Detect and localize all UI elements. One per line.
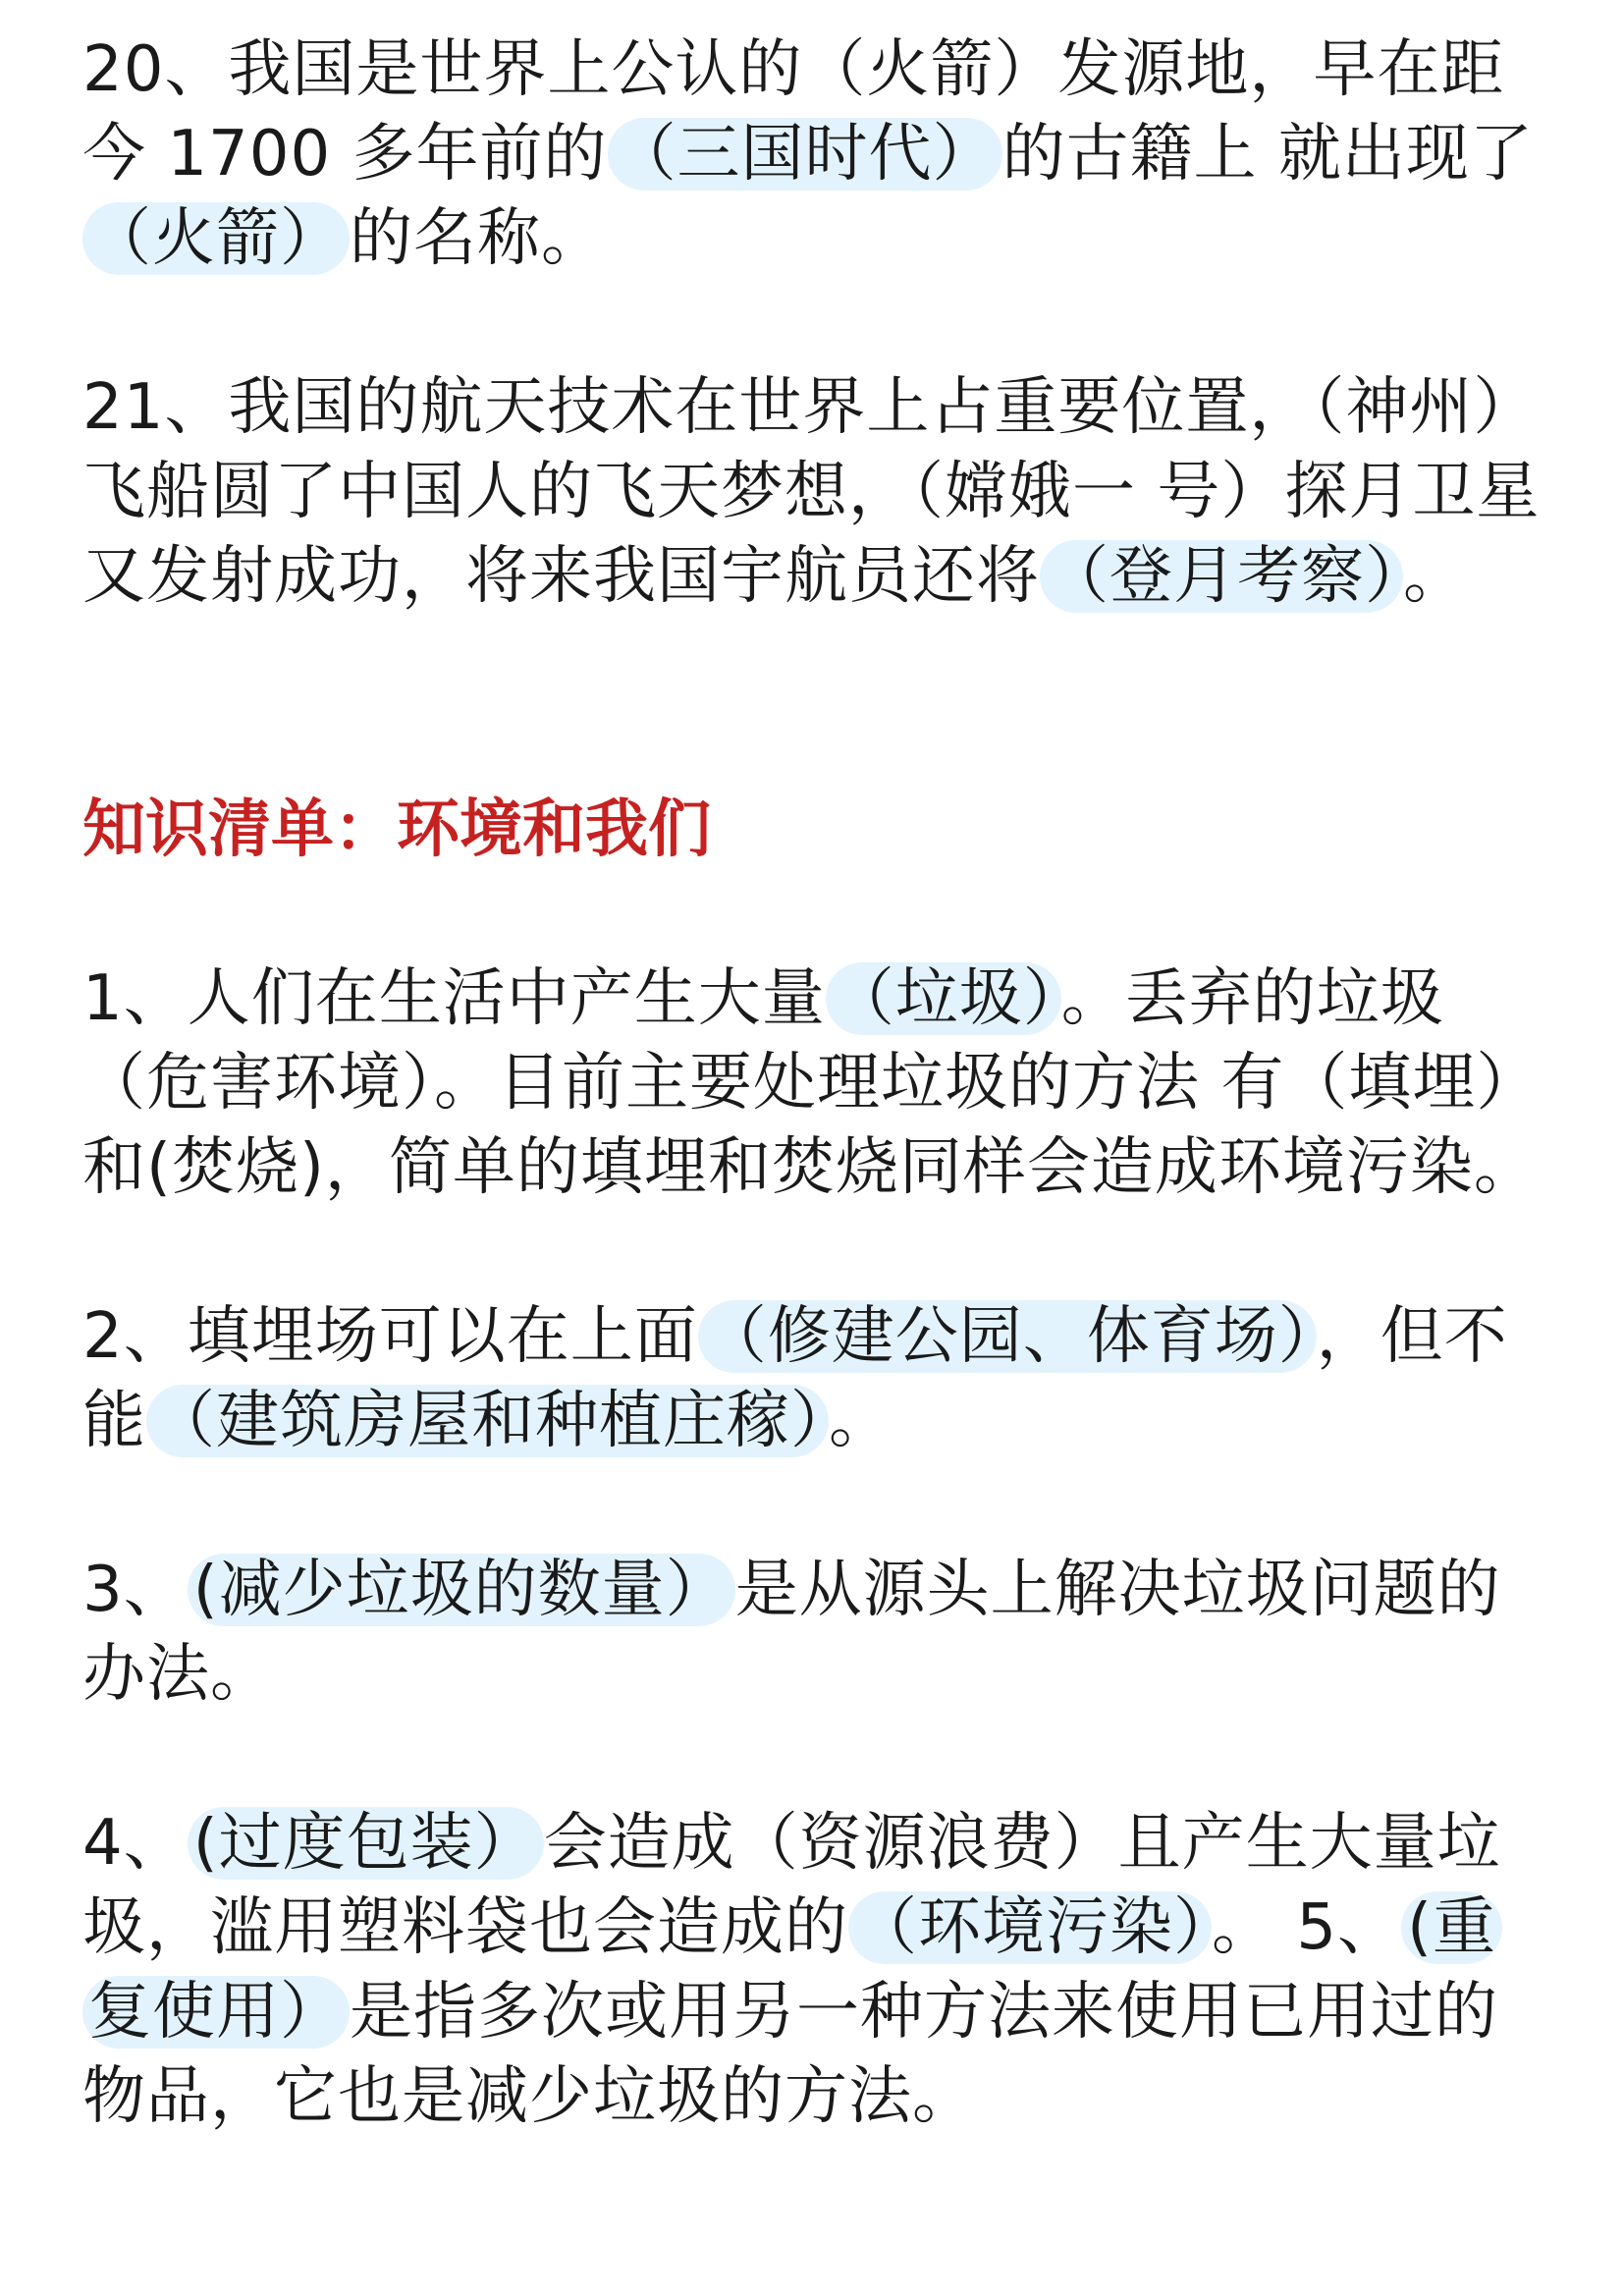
highlighted-answer: (减少垃圾的数量） xyxy=(188,1554,735,1626)
text-segment: 是指多次或用另一种方法来使用已用过的物品，它也是减少垃圾的方法。 xyxy=(82,1976,1498,2133)
text-segment: 1、人们在生活中产生大量 xyxy=(82,962,826,1035)
text-segment: 。 xyxy=(829,1385,893,1457)
text-segment: 2、填埋场可以在上面 xyxy=(82,1300,698,1373)
highlighted-answer: (过度包装） xyxy=(188,1807,544,1880)
highlighted-answer: （修建公园、体育场） xyxy=(698,1300,1317,1373)
text-segment: 20、我国是世界上公认的（火箭）发源地，早在距今 1700 多年前的 xyxy=(82,33,1505,191)
text-segment: 21、我国的航天技术在世界上占重要位置，（神州）飞船圆了中国人的飞天梦想，（嫦娥一 号）探月卫星又发射成功，将来我国宇航员还将 xyxy=(82,371,1541,613)
highlighted-answer: （垃圾） xyxy=(826,962,1061,1035)
text-segment: 3、 xyxy=(82,1554,188,1626)
knowledge-item-2 xyxy=(82,1294,1545,1463)
text-segment: 的名称。 xyxy=(350,202,605,275)
document-body xyxy=(82,27,1545,2139)
question-21 xyxy=(82,365,1545,619)
text-segment: 。丢弃的垃圾（危害环境）。目前主要处理垃圾的方法 有（填埋）和(焚烧)，简单的填埋和焚烧同样会造成环境污染。 xyxy=(82,962,1541,1204)
highlighted-answer: （建筑房屋和种植庄稼） xyxy=(146,1385,829,1457)
knowledge-item-3 xyxy=(82,1548,1545,1717)
highlighted-answer: （三国时代） xyxy=(608,118,1002,191)
question-20 xyxy=(82,27,1545,281)
text-segment: 是从源头上解决垃圾问题的办法。 xyxy=(82,1554,1501,1711)
text-segment: 。 xyxy=(1403,540,1467,613)
highlighted-answer: (重复使用） xyxy=(82,1891,1502,2049)
text-segment: 。 5、 xyxy=(1212,1891,1402,1964)
section-title: 知识清单：环境和我们 xyxy=(82,793,711,866)
highlighted-answer: （火箭） xyxy=(82,202,350,275)
text-segment: 的古籍上 就出现了 xyxy=(1001,118,1534,191)
knowledge-item-4-5 xyxy=(82,1801,1545,2139)
highlighted-answer: （环境污染） xyxy=(848,1891,1212,1964)
highlighted-answer: （登月考察） xyxy=(1040,540,1403,613)
text-segment: 4、 xyxy=(82,1807,188,1880)
text-segment: ，但不能 xyxy=(82,1300,1508,1457)
text-segment: 会造成（资源浪费）且产生大量垃圾，滥用塑料袋也会造成的 xyxy=(82,1807,1501,1964)
knowledge-item-1 xyxy=(82,957,1545,1210)
